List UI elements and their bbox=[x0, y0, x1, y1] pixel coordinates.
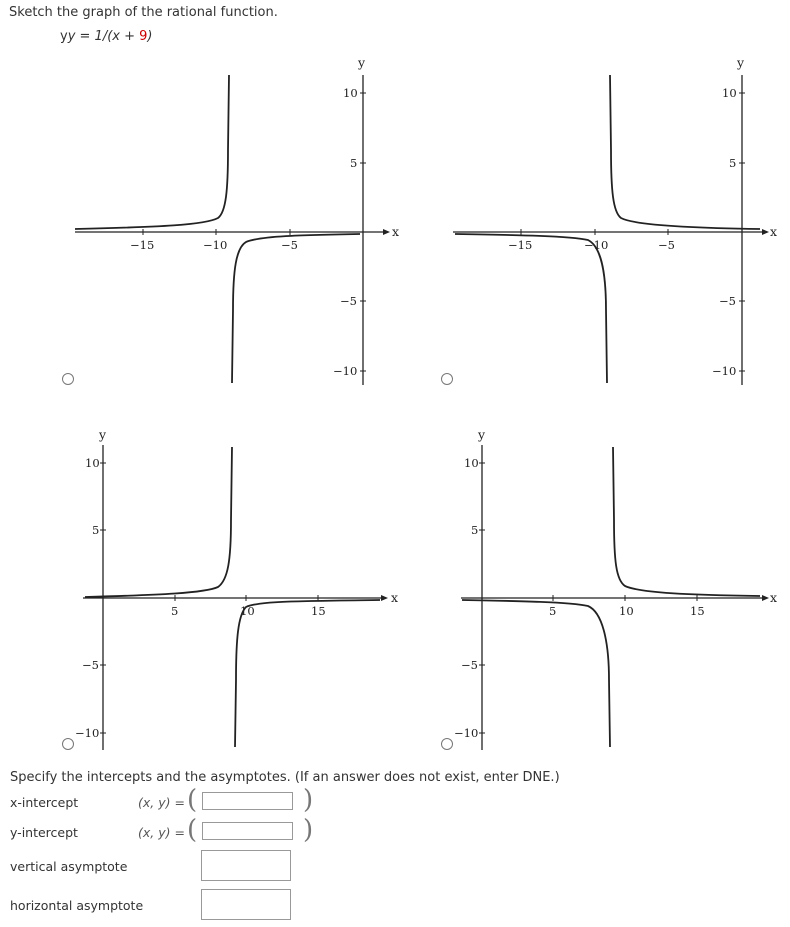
graph-b-x-arrow bbox=[762, 229, 769, 235]
graph-c-curve-right bbox=[235, 600, 380, 747]
graph-c-tick-label: 5 bbox=[92, 523, 100, 537]
x-intercept-close-paren: ) bbox=[303, 785, 314, 815]
graph-c-tick-label: −10 bbox=[75, 726, 100, 740]
graph-a-tick-label: −5 bbox=[281, 238, 298, 252]
graph-d-tick-label: 10 bbox=[619, 604, 634, 618]
graph-a-y-label: y bbox=[358, 55, 366, 70]
graph-c-curve-left bbox=[85, 447, 232, 597]
problem-prompt: Sketch the graph of the rational function. bbox=[9, 5, 278, 20]
radio-option-b[interactable] bbox=[441, 373, 453, 385]
vertical-asymptote-label: vertical asymptote bbox=[10, 859, 128, 874]
graph-a-curve-right bbox=[232, 234, 360, 383]
y-intercept-input[interactable] bbox=[203, 826, 292, 842]
graph-b-tick-label: 5 bbox=[729, 156, 737, 170]
graph-b-curve-upper bbox=[610, 75, 760, 229]
graph-d-tick-label: −10 bbox=[454, 726, 479, 740]
graph-a-tick-label: −10 bbox=[333, 364, 358, 378]
graph-a-tick-label: −15 bbox=[130, 238, 155, 252]
graph-b-x-label: x bbox=[770, 224, 778, 239]
graph-b-tick-label: −15 bbox=[508, 238, 533, 252]
graph-a-tick-label: −10 bbox=[203, 238, 228, 252]
function-highlight: 9 bbox=[139, 29, 148, 44]
x-intercept-box bbox=[202, 792, 293, 810]
specify-instructions: Specify the intercepts and the asymptotes. (If an answer does not exist, enter DNE.) bbox=[10, 770, 560, 785]
x-intercept-input[interactable] bbox=[203, 796, 292, 812]
graph-option-c bbox=[0, 420, 400, 755]
y-intercept-close-paren: ) bbox=[303, 815, 314, 845]
radio-option-c[interactable] bbox=[62, 738, 74, 750]
graph-d-curve-upper bbox=[613, 447, 760, 596]
graph-b-axes bbox=[453, 75, 762, 385]
graph-a-curve-left bbox=[75, 75, 229, 229]
graph-d-x-label: x bbox=[770, 590, 778, 605]
graph-c-tick-label: −5 bbox=[82, 658, 99, 672]
graph-b-y-label: y bbox=[737, 55, 745, 70]
graph-b-tick-label: −5 bbox=[719, 294, 736, 308]
graph-d-x-arrow bbox=[762, 595, 769, 601]
function-expression: yy = 1/(x + 9) bbox=[60, 29, 153, 44]
function-rhs: ) bbox=[147, 29, 153, 44]
graph-c-tick-label: 15 bbox=[311, 604, 326, 618]
graph-a-tick-label: 10 bbox=[343, 86, 358, 100]
x-intercept-coord-label: (x, y) = bbox=[138, 795, 185, 810]
graph-d-tick-label: −5 bbox=[461, 658, 478, 672]
vertical-asymptote-box bbox=[201, 850, 291, 881]
graph-b-tick-label: −5 bbox=[658, 238, 675, 252]
graph-c-y-label: y bbox=[99, 427, 107, 442]
graph-b-tick-label: −10 bbox=[712, 364, 737, 378]
x-intercept-label: x-intercept bbox=[10, 795, 79, 810]
x-intercept-open-paren: ( bbox=[187, 785, 198, 815]
graph-d-tick-label: 15 bbox=[690, 604, 705, 618]
radio-option-a[interactable] bbox=[62, 373, 74, 385]
radio-option-d[interactable] bbox=[441, 738, 453, 750]
graph-option-d bbox=[380, 420, 790, 755]
graph-d-y-label: y bbox=[478, 427, 486, 442]
graph-a-tick-label: 5 bbox=[350, 156, 358, 170]
graph-option-a bbox=[0, 50, 400, 395]
graph-c-tick-label: 10 bbox=[85, 456, 100, 470]
graph-b-curve-lower bbox=[455, 234, 607, 383]
graph-b-tick-label: 10 bbox=[722, 86, 737, 100]
graph-d-tick-label: 10 bbox=[464, 456, 479, 470]
vertical-asymptote-input[interactable] bbox=[202, 851, 290, 880]
horizontal-asymptote-box bbox=[201, 889, 291, 920]
graph-d-axes bbox=[461, 445, 762, 750]
y-intercept-box bbox=[202, 822, 293, 840]
graph-d-curve-lower bbox=[462, 600, 610, 747]
graph-option-b bbox=[380, 50, 790, 395]
graph-a-tick-label: −5 bbox=[340, 294, 357, 308]
graph-c-tick-label: 10 bbox=[240, 604, 255, 618]
horizontal-asymptote-label: horizontal asymptote bbox=[10, 898, 144, 913]
graph-a-x-label: x bbox=[392, 224, 400, 239]
graph-c-x-label: x bbox=[391, 590, 399, 605]
y-intercept-label: y-intercept bbox=[10, 825, 78, 840]
graph-d-tick-label: 5 bbox=[471, 523, 479, 537]
y-intercept-open-paren: ( bbox=[187, 815, 198, 845]
graph-b-tick-label: −10 bbox=[584, 238, 609, 252]
graph-c-tick-label: 5 bbox=[171, 604, 179, 618]
horizontal-asymptote-input[interactable] bbox=[202, 890, 290, 919]
y-intercept-coord-label: (x, y) = bbox=[138, 825, 185, 840]
function-lhs: y = 1/(x + bbox=[67, 29, 140, 44]
graph-d-tick-label: 5 bbox=[549, 604, 557, 618]
